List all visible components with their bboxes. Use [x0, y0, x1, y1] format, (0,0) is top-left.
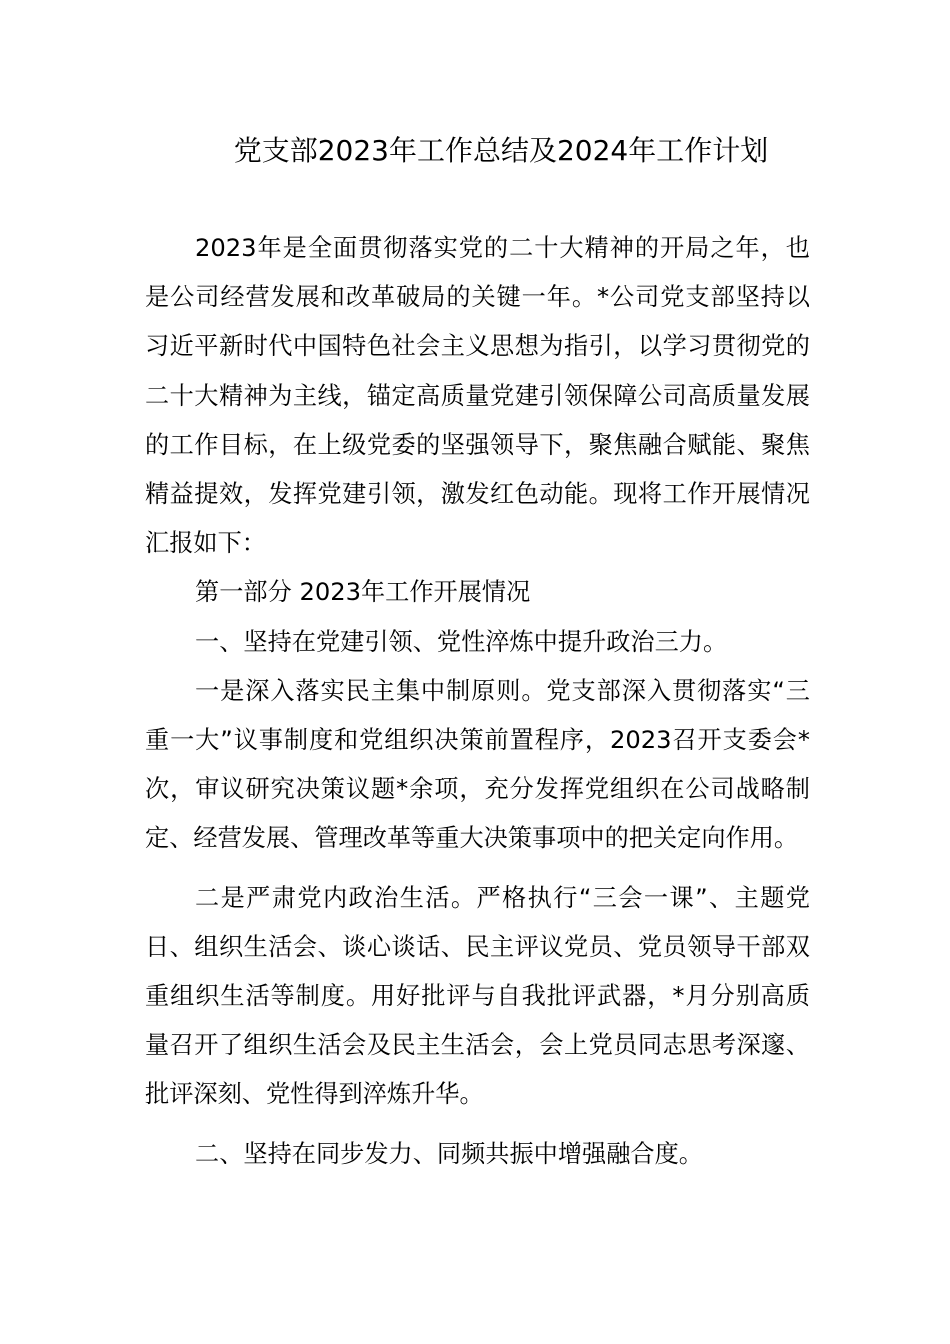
paragraph-section-one-heading: 一、坚持在党建引领、党性淬炼中提升政治三力。: [195, 627, 728, 656]
document-body: [145, 224, 810, 1179]
paragraph-democratic-centralism: 一是深入落实民主集中制原则。党支部深入贯彻落实“三重一大”议事制度和党组织决策前置程序，2023召开支委会*次，审议研究决策议题*余项，充分发挥党组织在公司战略制定、经营发展、管理改革等重大决策事项中的把关定向作用。: [145, 676, 810, 853]
paragraph-intro: 2023年是全面贯彻落实党的二十大精神的开局之年，也是公司经营发展和改革破局的关键一年。*公司党支部坚持以习近平新时代中国特色社会主义思想为指引，以学习贯彻党的二十大精神为主线，锚定高质量党建引领保障公司高质量发展的工作目标，在上级党委的坚强领导下，聚焦融合赋能、聚焦精益提效，发挥党建引领，激发红色动能。现将工作开展情况汇报如下：: [145, 234, 810, 558]
paragraph-part-one-heading: 第一部分 2023年工作开展情况: [195, 578, 531, 607]
paragraph-political-life: 二是严肃党内政治生活。严格执行“三会一课”、主题党日、组织生活会、谈心谈话、民主评议党员、党员领导干部双重组织生活等制度。用好批评与自我批评武器，*月分别高质量召开了组织生活会及民主生活会，会上党员同志思考深邃、批评深刻、党性得到淬炼升华。: [145, 883, 810, 1109]
document-title: 党支部2023年工作总结及2024年工作计划: [233, 134, 769, 167]
paragraph-section-two-heading: 二、坚持在同步发力、同频共振中增强融合度。: [195, 1139, 703, 1168]
